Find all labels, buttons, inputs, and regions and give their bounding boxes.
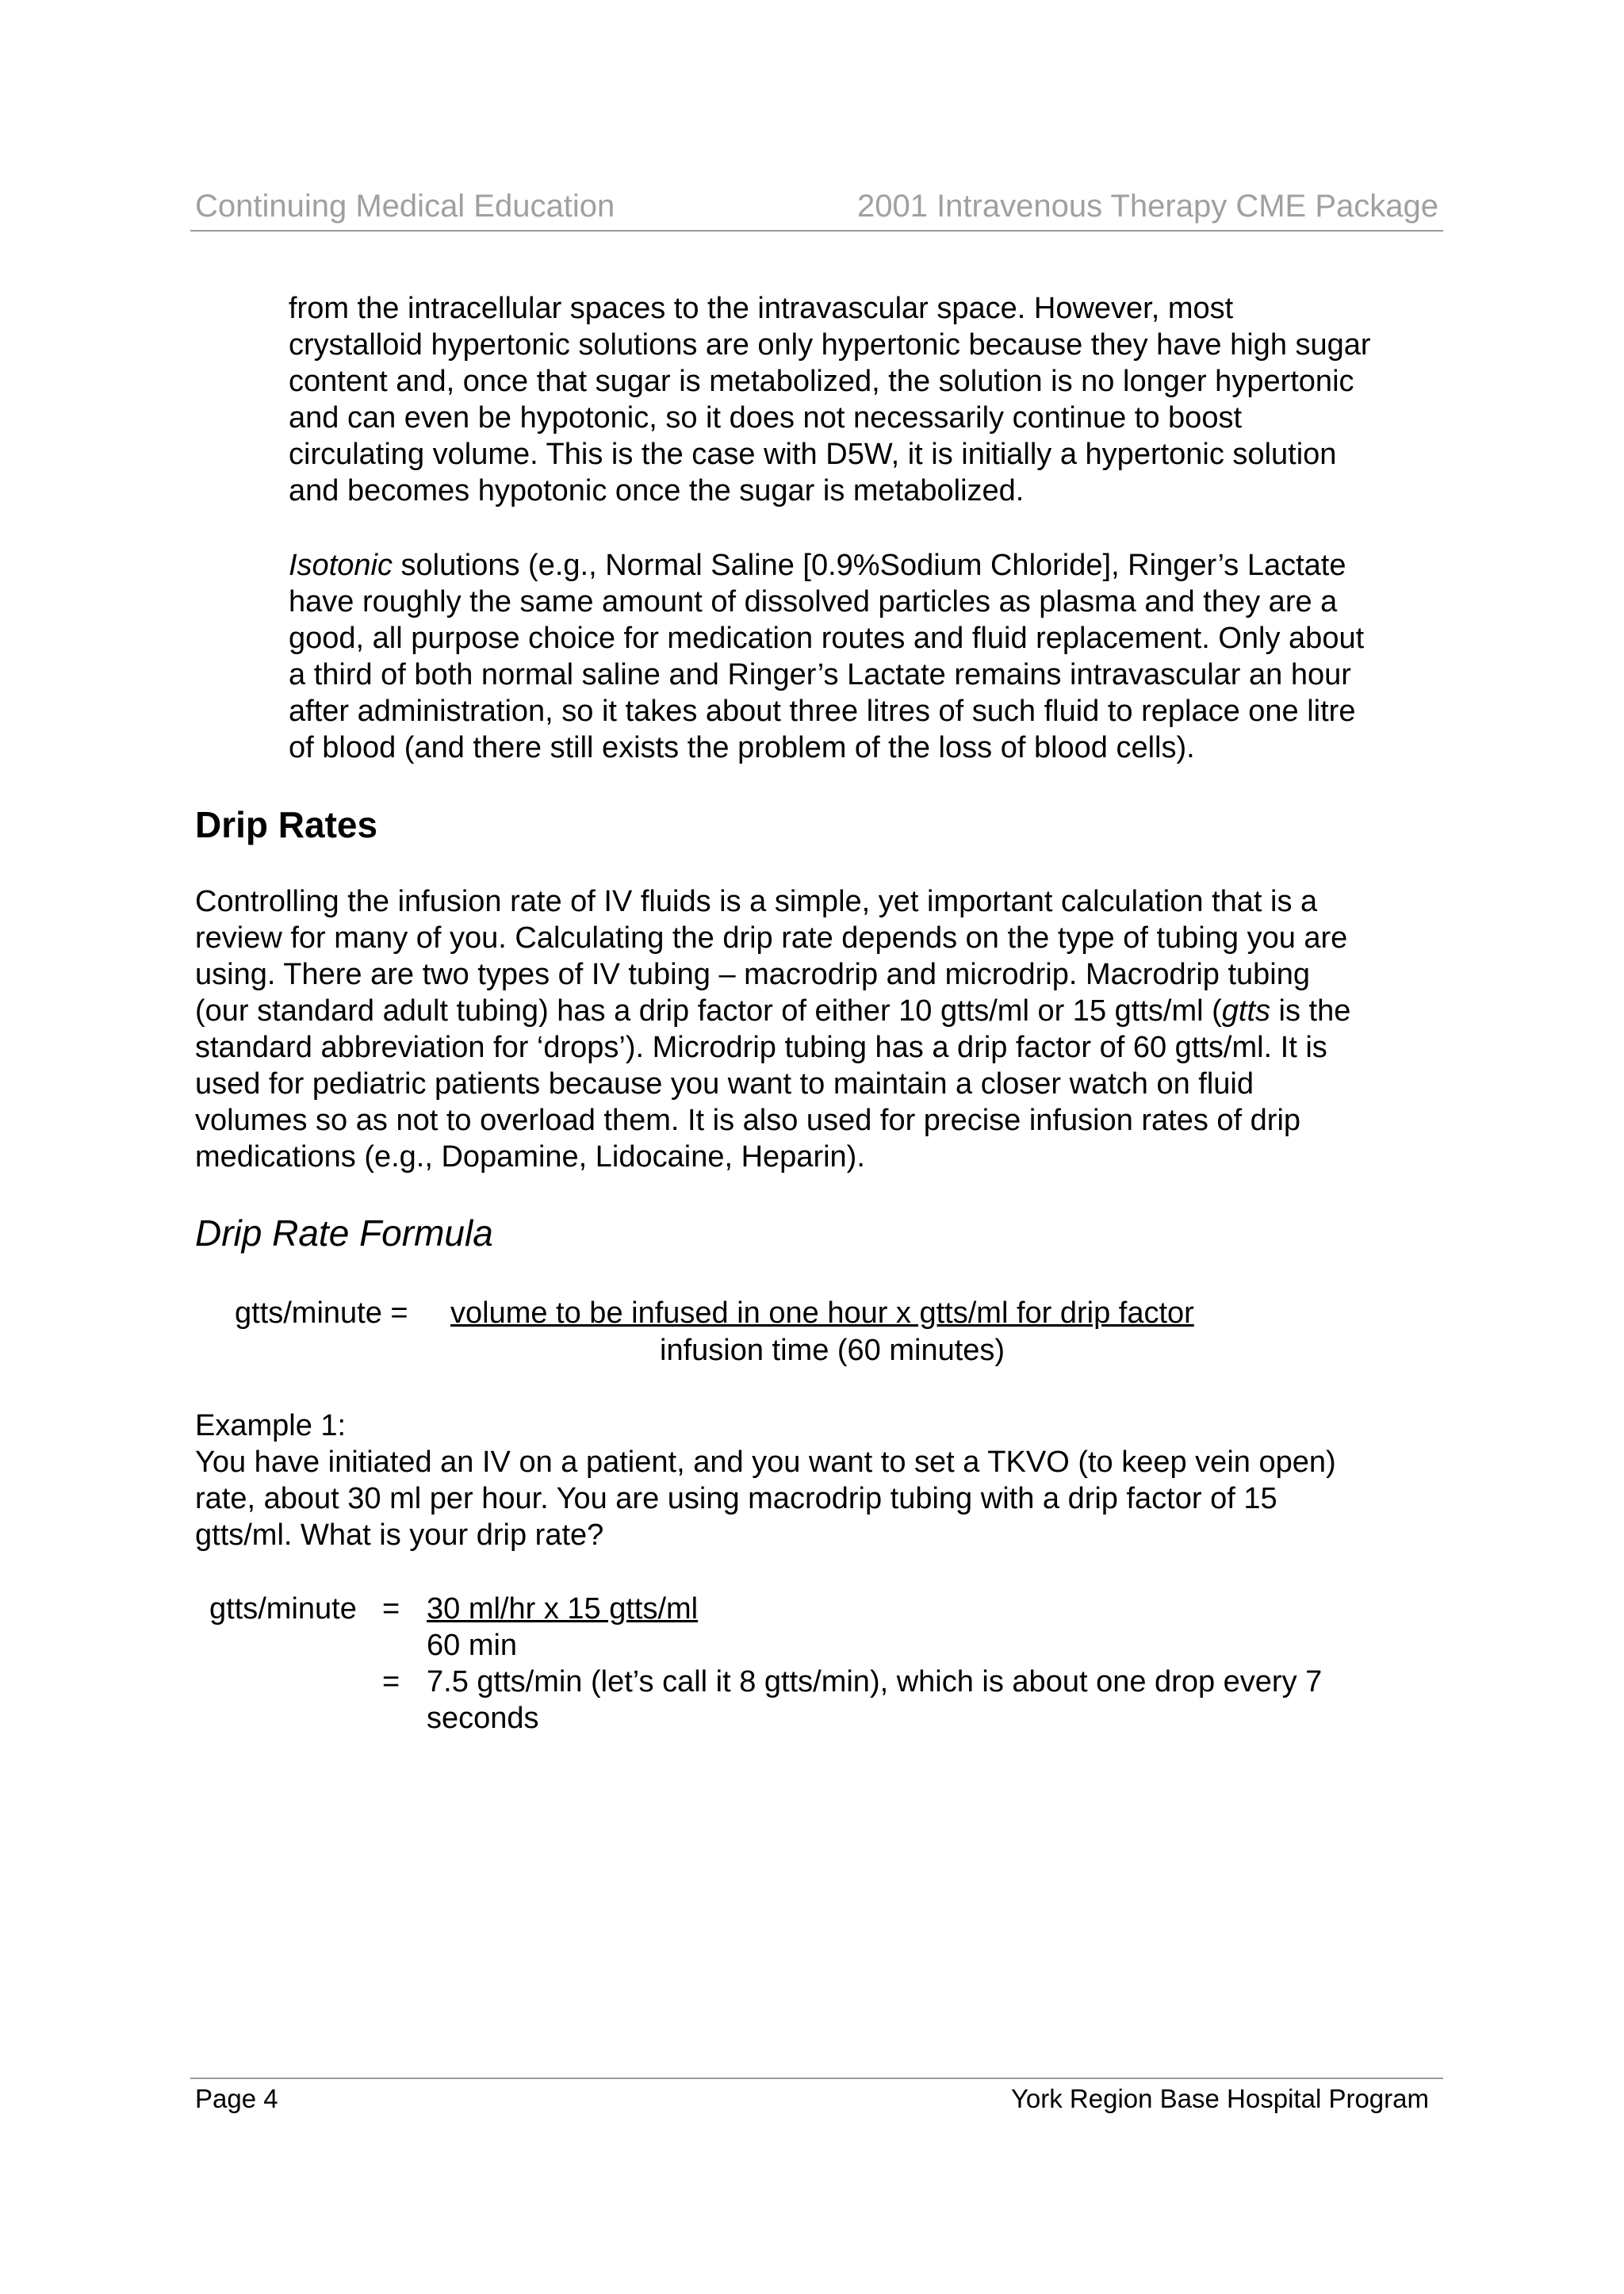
text-line: used for pediatric patients because you want to maintain a closer watch on fluid [195, 1067, 1254, 1101]
example-result: 7.5 gtts/min (let’s call it 8 gtts/min), which is about one drop every 7 [427, 1665, 1323, 1698]
formula-subheading: Drip Rate Formula [195, 1212, 493, 1254]
page-header [190, 189, 1443, 232]
italic-term: gtts [1221, 994, 1270, 1028]
example-lhs: gtts/minute [209, 1592, 357, 1626]
formula-numerator: volume to be infused in one hour x gtts/ml for drip factor [450, 1296, 1194, 1330]
example-block [195, 1407, 1448, 1553]
text-line: gtts/ml. What is your drip rate? [195, 1518, 604, 1552]
italic-term: Isotonic [289, 549, 393, 582]
text-line: and can even be hypotonic, so it does not necessarily continue to boost [289, 401, 1243, 435]
paragraph-isotonic [289, 547, 1446, 766]
formula-lhs: gtts/minute = [235, 1296, 408, 1330]
text-line: rate, about 30 ml per hour. You are using macrodrip tubing with a drip factor of 15 [195, 1482, 1277, 1515]
text-line [289, 547, 1446, 584]
page-number: Page 4 [195, 2084, 278, 2113]
text-line: volumes so as not to overload them. It is also used for precise infusion rates of drip [195, 1104, 1301, 1137]
text-fragment: solutions (e.g., Normal Saline [0.9%Sodium Chloride], Ringer’s Lactate [392, 549, 1346, 582]
example-equals: = [382, 1592, 400, 1626]
formula-denominator: infusion time (60 minutes) [660, 1334, 1005, 1367]
text-line: of blood (and there still exists the problem of the loss of blood cells). [289, 731, 1195, 764]
paragraph-hypertonic [289, 290, 1446, 509]
text-line: from the intracellular spaces to the intravascular space. However, most [289, 292, 1234, 325]
text-line: using. There are two types of IV tubing – macrodrip and microdrip. Macrodrip tubing [195, 958, 1310, 991]
example-title: Example 1: [195, 1409, 347, 1442]
text-line [195, 993, 1448, 1029]
text-line: good, all purpose choice for medication routes and fluid replacement. Only about [289, 622, 1365, 655]
text-line: You have initiated an IV on a patient, and you want to set a TKVO (to keep vein open) [195, 1446, 1336, 1479]
example-equals: = [382, 1665, 400, 1698]
text-fragment: (our standard adult tubing) has a drip factor of either 10 gtts/ml or 15 gtts/ml ( [195, 994, 1222, 1028]
page-footer [190, 2078, 1443, 2113]
text-line: have roughly the same amount of dissolved particles as plasma and they are a [289, 585, 1338, 618]
text-line: Controlling the infusion rate of IV fluids is a simple, yet important calculation that is a [195, 885, 1318, 918]
example-result-continued: seconds [427, 1702, 539, 1735]
section-heading: Drip Rates [195, 804, 378, 845]
example-numerator: 30 ml/hr x 15 gtts/ml [427, 1592, 699, 1626]
header-left-title: Continuing Medical Education [195, 189, 615, 224]
paragraph-drip-rates [195, 883, 1448, 1175]
example-denominator: 60 min [427, 1629, 518, 1662]
text-line: medications (e.g., Dopamine, Lidocaine, Heparin). [195, 1140, 865, 1174]
text-line: review for many of you. Calculating the drip rate depends on the type of tubing you are [195, 921, 1348, 955]
text-line: circulating volume. This is the case with D5W, it is initially a hypertonic solution [289, 438, 1337, 471]
text-fragment: is the [1270, 994, 1351, 1028]
text-line: standard abbreviation for ‘drops’). Microdrip tubing has a drip factor of 60 gtts/ml. It is [195, 1031, 1327, 1064]
text-line: and becomes hypotonic once the sugar is metabolized. [289, 474, 1025, 507]
footer-organization: York Region Base Hospital Program [1010, 2084, 1429, 2113]
text-line: crystalloid hypertonic solutions are only hypertonic because they have high sugar [289, 328, 1371, 362]
text-line: content and, once that sugar is metabolized, the solution is no longer hypertonic [289, 365, 1354, 398]
text-line: after administration, so it takes about three litres of such fluid to replace one litre [289, 695, 1356, 728]
header-right-title: 2001 Intravenous Therapy CME Package [856, 189, 1438, 224]
text-line: a third of both normal saline and Ringer’s Lactate remains intravascular an hour [289, 658, 1351, 691]
